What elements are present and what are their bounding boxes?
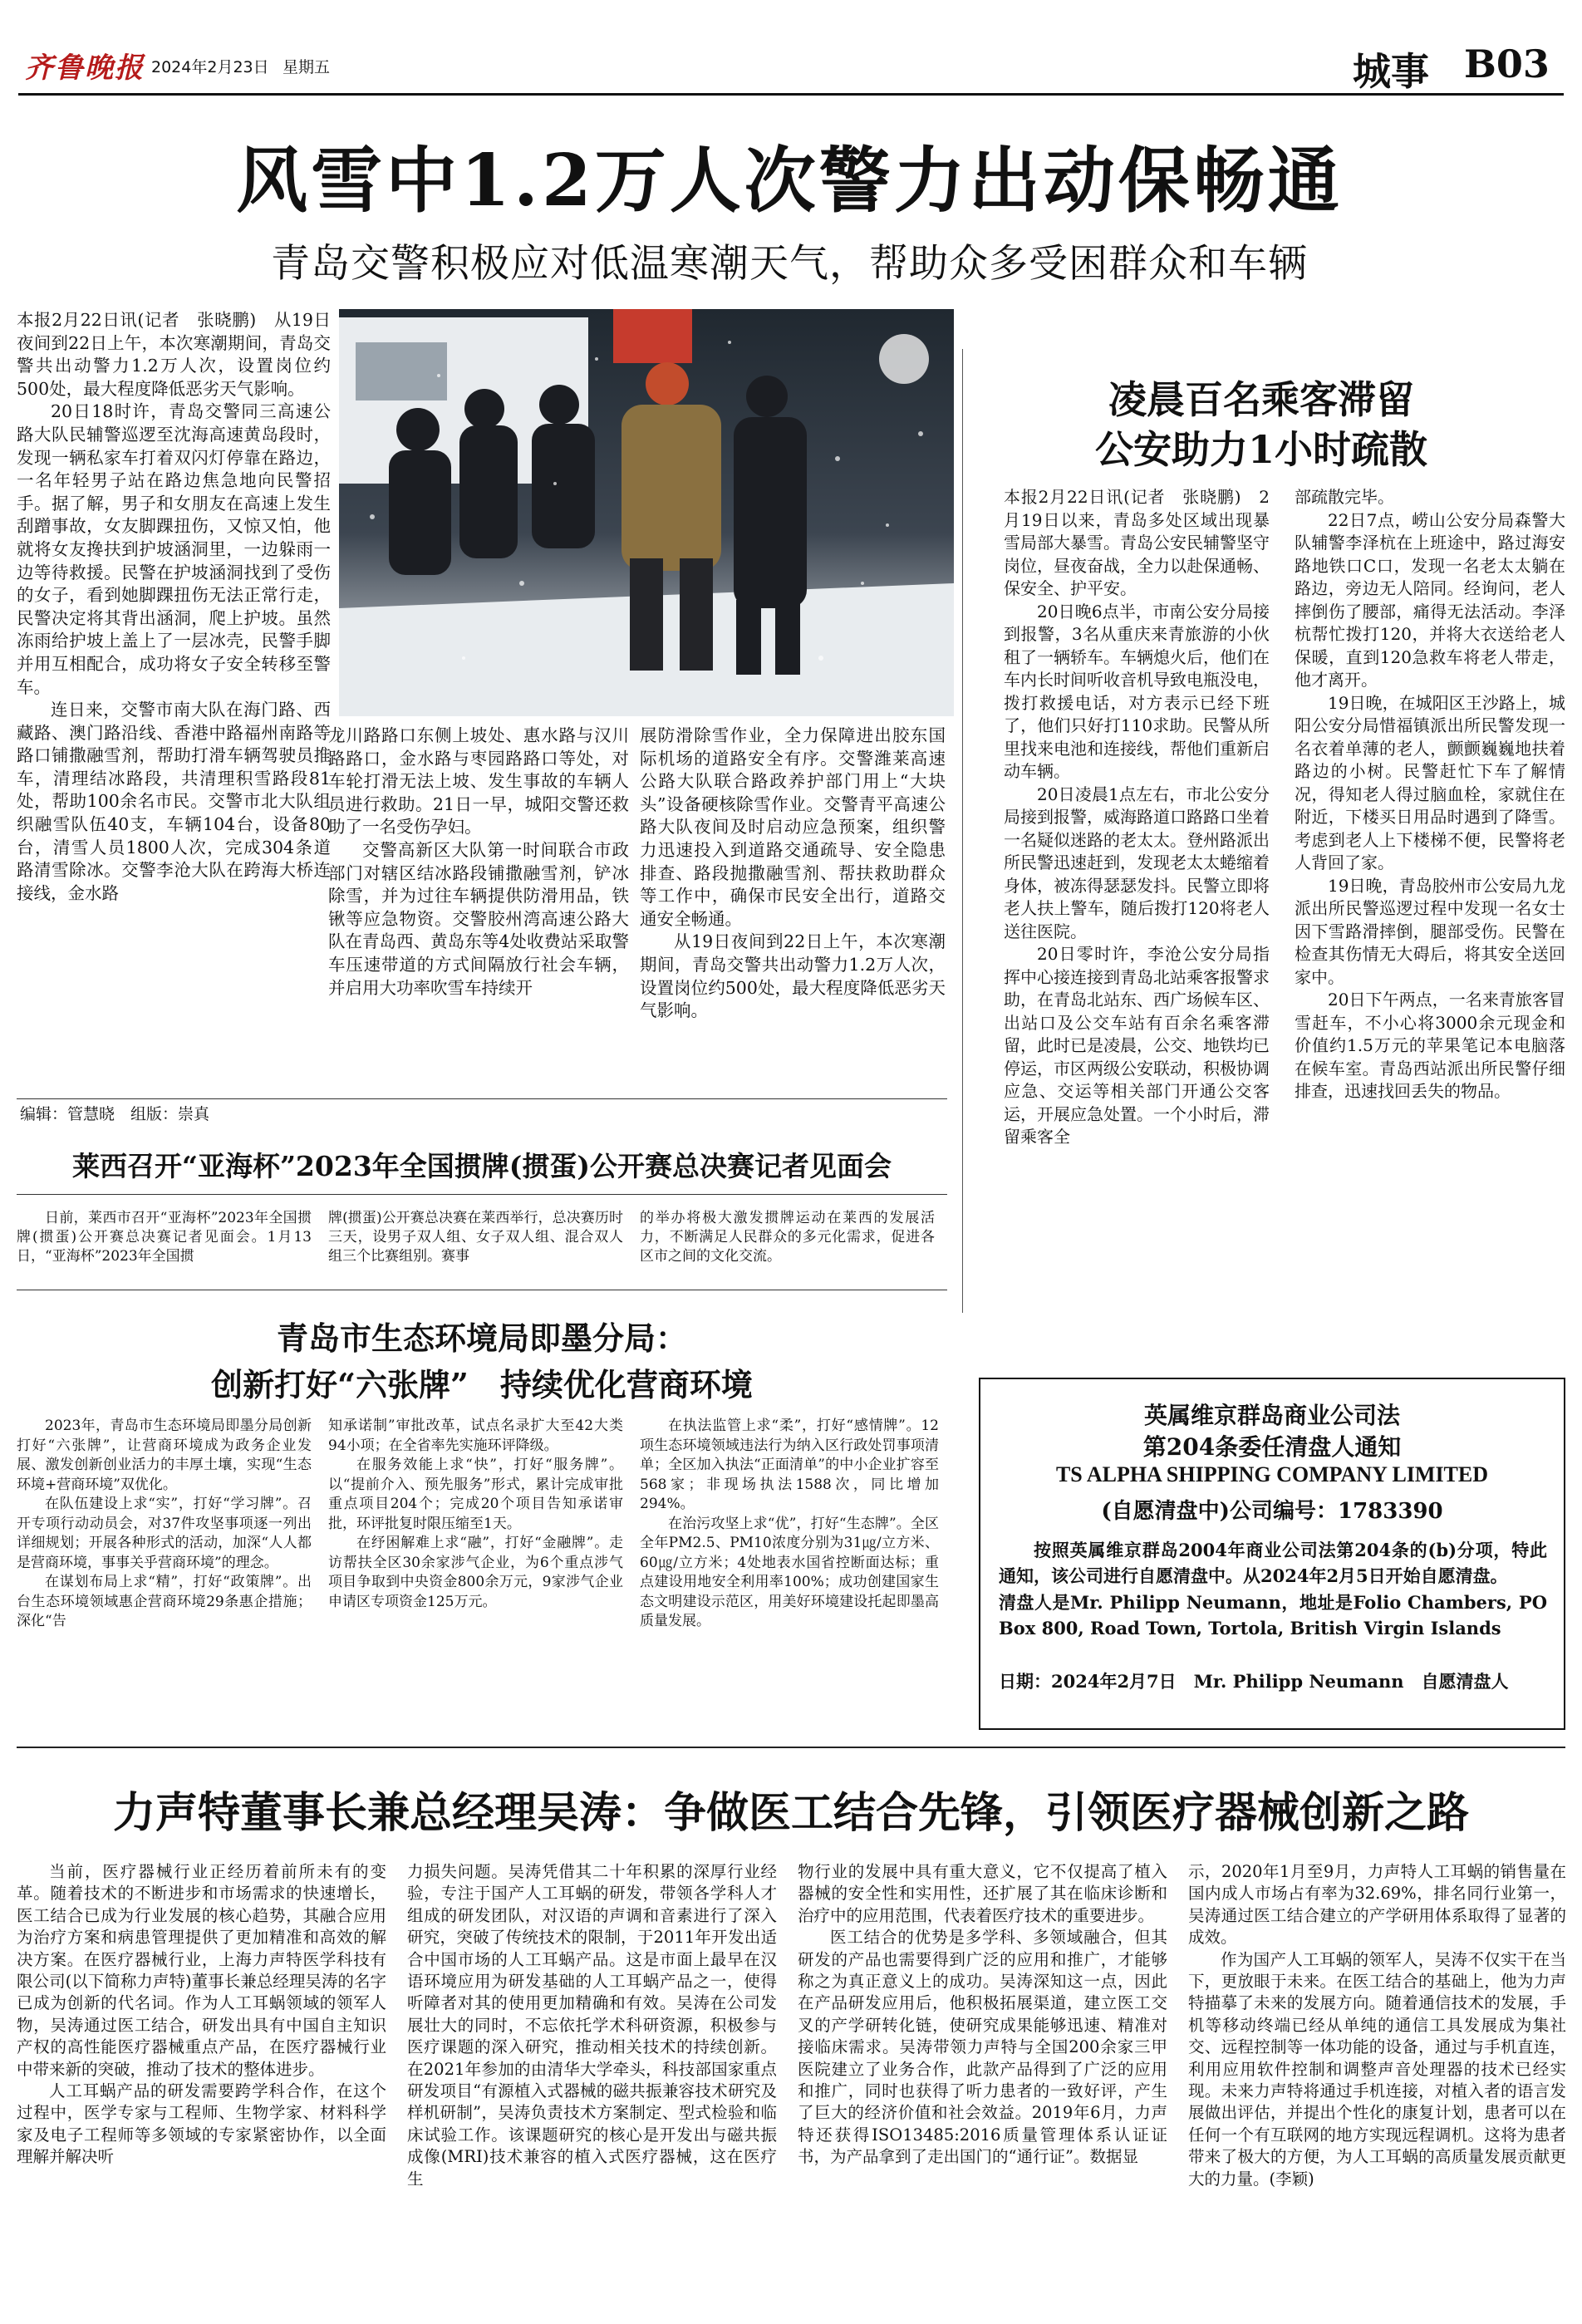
bottom-column-3: [798, 1861, 1167, 2310]
lead-column-3: [640, 725, 946, 1098]
lead-paragraph: 龙川路路口东侧上坡处、惠水路与汉川路路口，金水路与枣园路路口等处，对车轮打滑无法上坡、发生事故的车辆人员进行救助。21日一早，城阳交警还救助了一名受伤孕妇。: [328, 725, 629, 838]
page-number: B03: [1464, 42, 1550, 86]
notice-body-1: 按照英属维京群岛2004年商业公司法第204条的(b)分项，特此通知，该公司进行自愿清盘中。从2024年2月5日开始自愿清盘。: [999, 1540, 1547, 1586]
eco-column-2: [328, 1417, 623, 1732]
issue-weekday: 星期五: [282, 58, 331, 76]
eco-paragraph: 2023年，青岛市生态环境局即墨分局创新打好“六张牌”，让营商环境成为政务企业发展、激发创新创业活力的丰厚土壤，实现“生态环境+营商环境”双优化。: [17, 1417, 312, 1493]
laixi-paragraph: 日前，莱西市召开“亚海杯”2023年全国掼牌(掼蛋)公开赛总决赛记者见面会。1月13日，“亚海杯”2023年全国掼: [17, 1210, 312, 1265]
notice-body-2: 清盘人是Mr. Philipp Neumann，地址是Folio Chambers, PO Box 800, Road Town, Tortola, British Virgin Islands: [999, 1592, 1547, 1639]
bottom-column-1: [17, 1861, 386, 2310]
lead-paragraph: 展防滑除雪作业，全力保障进出胶东国际机场的道路安全有序。交警潍莱高速公路大队联合路政养护部门用上“大块头”设备硬核除雪作业。交警青平高速公路大队夜间及时启动应急预案，组织警力迅速投入到道路交通疏导、安全隐患排查、路段抛撒融雪剂、帮扶救助群众等工作中，确保市民安全出行，道路交通安全畅通。: [640, 725, 946, 929]
side-paragraph: 20日凌晨1点左右，市北公安分局接到报警，威海路道口路路口坐着一名疑似迷路的老太太。登州路派出所民警迅速赶到，发现老太太蜷缩着身体，被冻得瑟瑟发抖。民警立即将老人扶上警车，随后拨打120将老人送往医院。: [1004, 784, 1270, 941]
eco-paragraph: 在纾困解难上求“融”，打好“金融牌”。走访帮扶全区30余家涉气企业，为6个重点涉气项目争取到中央资金800余万元，9家涉气企业申请区专项资金125万元。: [328, 1535, 623, 1610]
editor-credit: 编辑：管慧晓 组版：崇真: [20, 1105, 210, 1123]
side-paragraph: 20日下午两点，一名来青旅客冒雪赶车，不小心将3000余元现金和价值约1.5万元的苹果笔记本电脑落在候车室。青岛西站派出所民警仔细排查，迅速找回丢失的物品。: [1295, 990, 1565, 1101]
legal-notice-box: [979, 1378, 1565, 1730]
masthead-rule: [18, 93, 1564, 96]
bottom-paragraph: 示，2020年1月至9月，力声特人工耳蜗的销售量在国内成人市场占有率为32.69%，排名同行业第一，吴涛通过医工结合建立的产学研用体系取得了显著的成效。: [1188, 1862, 1566, 1948]
eco-paragraph: 在谋划布局上求“精”，打好“政策牌”。出台生态环境领域惠企营商环境29条惠企措施；深化“告: [17, 1574, 312, 1629]
bottom-paragraph: 作为国产人工耳蜗的领军人，吴涛不仅实干在当下，更放眼于未来。在医工结合的基础上，他为力声特描摹了未来的发展方向。随着通信技术的发展，手机等移动终端已经从单纯的通信工具发展成为集社交、远程控制等一体功能的设备，通过与手机直连，利用应用软件控制和调整声音处理器的技术已经实现。未来力声特将通过手机连接，对植入者的语言发展做出评估，并提出个性化的康复计划，患者可以在任何一个有互联网的地方实现远程调机。这将为患者带来了极大的方便，为人工耳蜗的高质量发展贡献更大的力量。(李颖): [1188, 1949, 1566, 2189]
lead-subheadline: 青岛交警积极应对低温寒潮天气，帮助众多受困群众和车辆: [271, 241, 1308, 287]
eco-headline-line1: 青岛市生态环境局即墨分局：: [276, 1319, 687, 1357]
lead-photo: [339, 309, 954, 716]
notice-company-name: TS ALPHA SHIPPING COMPANY LIMITED: [1055, 1462, 1489, 1486]
side-paragraph: 20日晚6点半，市南公安分局接到报警，3名从重庆来青旅游的小伙租了一辆轿车。车辆熄火后，他们在车内长时间听收音机导致电瓶没电，拨打救援电话，对方表示已经下班了，他们只好打110求助。民警从所里找来电池和连接线，帮他们重新启动车辆。: [1004, 601, 1270, 781]
side-paragraph: 19日晚，青岛胶州市公安局九龙派出所民警巡逻过程中发现一名女士因下雪路滑摔倒，腿部受伤。民警在检查其伤情无大碍后，将其安全送回家中。: [1295, 875, 1565, 987]
eco-headline-line2: 创新打好“六张牌” 持续优化营商环境: [211, 1366, 753, 1403]
lead-paragraph: 连日来，交警市南大队在海门路、西藏路、澳门路沿线、香港中路福州南路等路口铺撒融雪剂，帮助打滑车辆驾驶员推车，清理结冰路段，共清理积雪路段81处，帮助100余名市民。交警市北大队组织融雪队伍40支，车辆104台，设备80台，清雪人员1800人次，完成304条道路清雪除冰。交警李沧大队在跨海大桥连接线，金水路: [17, 700, 331, 903]
eco-paragraph: 在服务效能上求“快”，打好“服务牌”。以“提前介入、预先服务”形式，累计完成审批重点项目204个；完成20个项目告知承诺审批，环评批复时限压缩至1天。: [328, 1457, 623, 1532]
eco-column-3: [640, 1417, 939, 1732]
lead-headline: 风雪中1.2万人次警力出动保畅通: [236, 139, 1343, 223]
laixi-headline: 莱西召开“亚海杯”2023年全国掼牌(掼蛋)公开赛总决赛记者见面会: [71, 1150, 892, 1182]
newspaper-logo: 齐鲁晚报: [25, 52, 145, 85]
laixi-column-3: [640, 1209, 935, 1284]
bottom-paragraph: 医工结合的优势是多学科、多领域融合，但其研发的产品也需要得到广泛的应用和推广，才能够称之为真正意义上的成功。吴涛深知这一点，因此在产品研发应用后，他积极拓展渠道，建立医工交叉的产学研转化链，使研究成果能够迅速、精准对接临床需求。吴涛带领力声特与全国200余家三甲医院建立了业务合作，此款产品得到了广泛的应用和推广，同时也获得了听力患者的一致好评，产生了巨大的经济价值和社会效益。2019年6月，力声特还获得ISO13485:2016质量管理体系认证证书，为产品拿到了走出国门的“通行证”。数据显: [798, 1928, 1167, 2167]
side-paragraph: 部疏散完毕。: [1295, 487, 1394, 507]
side-column-2: [1295, 486, 1565, 1309]
eco-paragraph: 在执法监管上求“柔”，打好“感情牌”。12项生态环境领域违法行为纳入区行政处罚事项清单；全区加入执法“正面清单”的中小企业扩容至568家；非现场执法1588次，同比增加294%。: [640, 1417, 939, 1512]
lead-paragraph: 20日18时许，青岛交警同三高速公路大队民辅警巡逻至沈海高速黄岛段时，发现一辆私家车打着双闪灯停靠在路边，一名年轻男子站在路边焦急地向民警招手。据了解，男子和女朋友在高速上发生刮蹭事故，女友脚踝扭伤，又惊又怕，他就将女友搀扶到护坡涵洞里，一边躲雨一边等待救援。民警在护坡涵洞找到了受伤的女子，看到她脚踝扭伤无法正常行走，民警决定将其背出涵洞，爬上护坡。虽然冻雨给护坡上盖上了一层冰壳，民警手脚并用互相配合，成功将女子安全转移至警车。: [17, 401, 331, 697]
notice-date-line: 日期：2024年2月7日 Mr. Philipp Neumann 自愿清盘人: [999, 1671, 1509, 1692]
laixi-column-1: [17, 1209, 312, 1284]
issue-date: 2024年2月23日: [151, 58, 269, 76]
lead-column-1: [17, 309, 331, 1098]
side-column-1: [1004, 486, 1270, 1309]
side-paragraph: 22日7点，崂山公安分局森警大队辅警李泽杭在上班途中，路过海安路地铁口C口，发现一名老太太躺在路边，旁边无人陪同。经询问，老人摔倒伤了腰部，痛得无法活动。李泽杭帮忙拨打120，并将大衣送给老人保暖，直到120急救车将老人带走，他才离开。: [1295, 509, 1565, 690]
laixi-paragraph: 的举办将极大激发掼牌运动在莱西的发展活力，不断满足人民群众的多元化需求，促进各区市之间的文化交流。: [640, 1210, 935, 1265]
laixi-column-2: [328, 1209, 623, 1284]
bottom-paragraph: 当前，医疗器械行业正经历着前所未有的变革。随着技术的不断进步和市场需求的快速增长，医工结合已成为行业发展的核心趋势，其融合应用为治疗方案和病患管理提供了更加精准和高效的解决方案。在医疗器械行业，上海力声特医学科技有限公司(以下简称力声特)董事长兼总经理吴涛的名字已成为创新的代名词。作为人工耳蜗领域的领军人物，吴涛通过医工结合，研发出具有中国自主知识产权的高性能医疗器械重点产品，在医疗器械行业中带来新的突破，推动了技术的整体进步。: [17, 1862, 386, 2079]
eco-column-1: [17, 1417, 312, 1732]
lead-paragraph: 从19日夜间到22日上午，本次寒潮期间，青岛交警共出动警力1.2万人次，设置岗位约500处，最大程度降低恶劣天气影响。: [640, 931, 946, 1021]
bottom-column-2: [407, 1861, 777, 2310]
notice-title-line1: 英属维京群岛商业公司法: [1143, 1402, 1400, 1429]
lead-paragraph: 本报2月22日讯(记者 张晓鹏) 从19日夜间到22日上午，本次寒潮期间，青岛交警共出动警力1.2万人次，设置岗位约500处，最大程度降低恶劣天气影响。: [17, 310, 331, 399]
side-paragraph: 20日零时许，李沧公安分局指挥中心接连接到青岛北站乘客报警求助，在青岛北站东、西广场候车区、出站口及公交车站有百余名乘客滞留，此时已是凌晨，公交、地铁均已停运，市区两级公安联动，积极协调应急、交运等相关部门开通公交客运，开展应急处置。一个小时后，滞留乘客全: [1004, 944, 1270, 1147]
bottom-column-4: [1188, 1861, 1566, 2310]
side-headline-line2: 公安助力1小时疏散: [1094, 427, 1427, 472]
bottom-story-rule: [17, 1747, 1565, 1748]
side-paragraph: 19日晚，在城阳区王沙路上，城阳公安分局惜福镇派出所民警发现一名衣着单薄的老人，颤颤巍巍地扶着路边的小树。民警赶忙下车了解情况，得知老人得过脑血栓，家就住在附近，下楼买日用品时遇到了降雪。考虑到老人上下楼梯不便，民警将老人背回了家。: [1295, 692, 1565, 872]
eco-paragraph: 在队伍建设上求“实”，打好“学习牌”。召开专项行动动员会，对37件攻坚事项逐一列出详细规划；开展各种形式的活动，加深“人人都是营商环境，事事关乎营商环境”的理念。: [17, 1496, 312, 1571]
notice-title-line2: 第204条委任清盘人通知: [1142, 1433, 1402, 1461]
lead-bottom-rule: [17, 1098, 947, 1099]
section-name: 城事: [1353, 49, 1429, 94]
lead-column-2: [328, 725, 629, 1098]
side-paragraph: 本报2月22日讯(记者 张晓鹏) 2月19日以来，青岛多处区域出现暴雪局部大暴雪。青岛公安民辅警坚守岗位，昼夜奋战，全力以赴保通畅、保安全、护平安。: [1004, 487, 1270, 598]
column-divider: [962, 349, 963, 1313]
bottom-paragraph: 人工耳蜗产品的研发需要跨学科合作，在这个过程中，医学专家与工程师、生物学家、材料科学家及电子工程师等多领域的专家紧密协作，以全面理解并解决听: [17, 2081, 386, 2167]
side-headline-line1: 凌晨百名乘客滞留: [1108, 377, 1414, 422]
laixi-paragraph: 牌(掼蛋)公开赛总决赛在莱西举行，总决赛历时三天，设男子双人组、女子双人组、混合双人组三个比赛组别。赛事: [328, 1210, 623, 1265]
notice-company-number: (自愿清盘中)公司编号：1783390: [1101, 1499, 1443, 1524]
eco-paragraph: 在治污攻坚上求“优”，打好“生态牌”。全区全年PM2.5、PM10浓度分别为31㎍/立方米、60㎍/立方米；4处地表水国省控断面达标；重点建设用地安全利用率100%；成功创建国家生态文明建设示范区，用美好环境建设托起即墨高质量发展。: [640, 1515, 939, 1629]
bottom-headline: 力声特董事长兼总经理吴涛：争做医工结合先锋，引领医疗器械创新之路: [112, 1788, 1469, 1838]
bottom-paragraph: 力损失问题。吴涛凭借其二十年积累的深厚行业经验，专注于国产人工耳蜗的研发，带领各学科人才组成的研发团队，对汉语的声调和音素进行了深入研究，突破了传统技术的限制，于2011年开发出适合中国市场的人工耳蜗产品。这是市面上最早在汉语环境应用为研发基础的人工耳蜗产品之一，使得听障者对其的使用更加精确和有效。吴涛在公司发展壮大的同时，不忘依托学术科研资源，积极参与医疗课题的深入研究，推动相关技术的持续创新。在2021年参加的由清华大学牵头，科技部国家重点研发项目“有源植入式器械的磁共振兼容技术研究及样机研制”，吴涛负责技术方案制定、型式检验和临床试验工作。该课题研究的核心是开发出与磁共振成像(MRI)技术兼容的植入式医疗器械，这在医疗生: [407, 1862, 777, 2189]
bottom-paragraph: 物行业的发展中具有重大意义，它不仅提高了植入器械的安全性和实用性，还扩展了其在临床诊断和治疗中的应用范围，代表着医疗技术的重要进步。: [798, 1862, 1167, 1925]
laixi-rule: [17, 1194, 947, 1195]
eco-paragraph: 知承诺制”审批改革，试点名录扩大至42大类94小项；在全省率先实施环评降级。: [328, 1417, 623, 1454]
lead-paragraph: 交警高新区大队第一时间联合市政部门对辖区结冰路段铺撒融雪剂，铲冰除雪，并为过往车辆提供防滑用品，铁锹等应急物资。交警胶州湾高速公路大队在青岛西、黄岛东等4处收费站采取警车压速带道的方式间隔放行社会车辆，并启用大功率吹雪车持续开: [328, 839, 629, 998]
